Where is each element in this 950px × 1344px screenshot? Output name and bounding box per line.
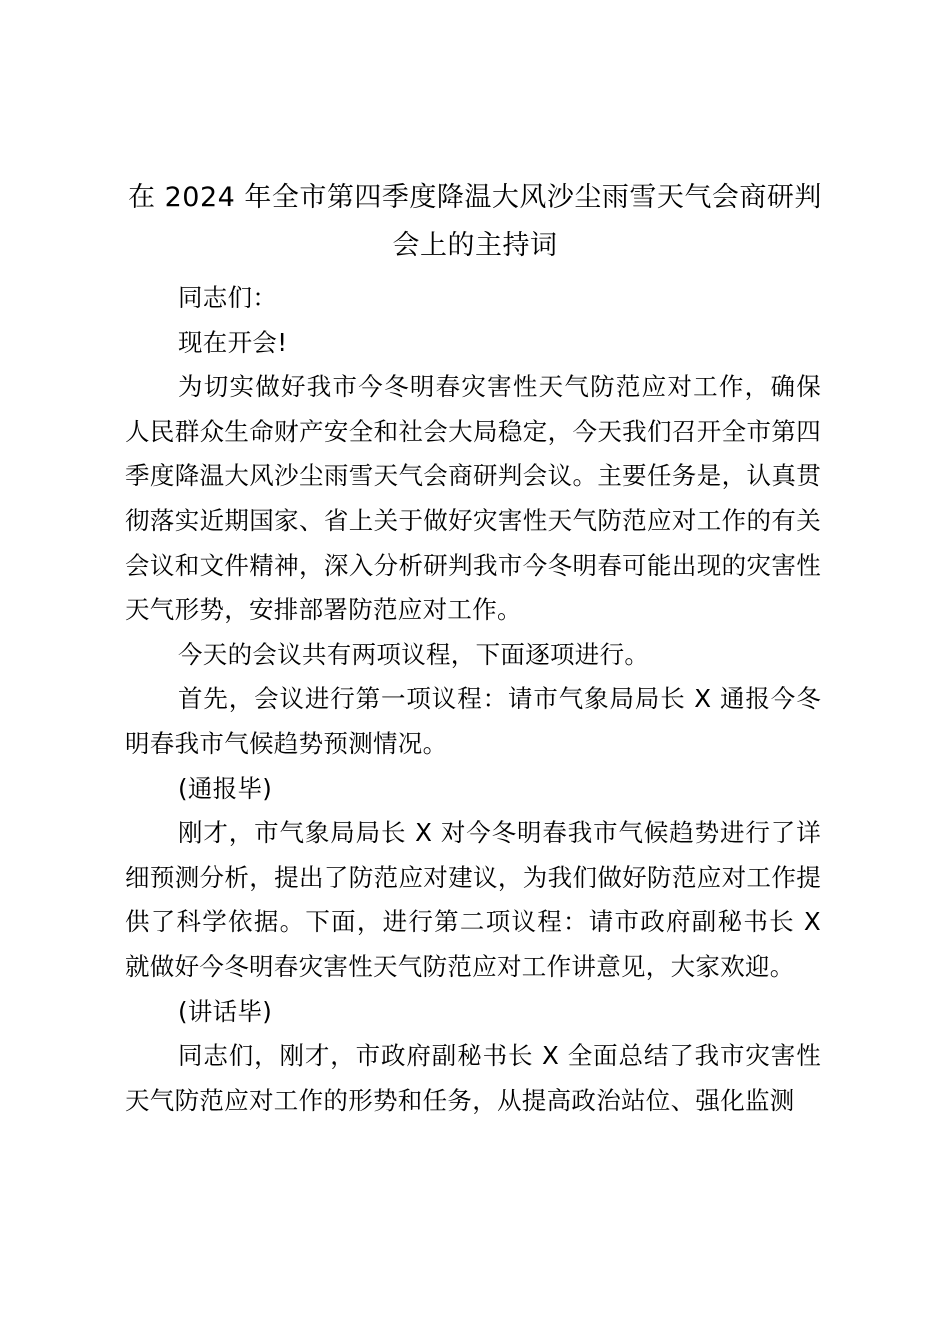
paragraph-item-two: 刚才，市气象局局长 X 对今冬明春我市气候趋势进行了详细预测分析，提出了防范应对建议，为我们做好防范应对工作提供了科学依据。下面，进行第二项议程：请市政府副秘书长 X 就做好今冬明春灾害性天气防范应对工作讲意见，大家欢迎。 bbox=[125, 818, 821, 981]
paragraph-report-end: (通报毕) bbox=[178, 773, 273, 803]
paragraph-speech-end: (讲话毕) bbox=[178, 996, 273, 1026]
paragraph-agenda: 今天的会议共有两项议程，下面逐项进行。 bbox=[178, 639, 650, 669]
paragraph-purpose: 为切实做好我市今冬明春灾害性天气防范应对工作，确保人民群众生命财产安全和社会大局稳定，今天我们召开全市第四季度降温大风沙尘雨雪天气会商研判会议。主要任务是，认真贯彻落实近期国家、省上关于做好灾害性天气防范应对工作的有关会议和文件精神，深入分析研判我市今冬明春可能出现的灾害性天气形势，安排部署防范应对工作。 bbox=[125, 372, 821, 625]
paragraph-item-one: 首先，会议进行第一项议程：请市气象局局长 X 通报今冬明春我市气候趋势预测情况。 bbox=[125, 684, 821, 758]
document-title: 在 2024 年全市第四季度降温大风沙尘雨雪天气会商研判会上的主持词 bbox=[128, 182, 822, 261]
paragraph-greeting: 同志们： bbox=[178, 283, 278, 312]
document-body bbox=[125, 276, 821, 1123]
paragraph-summary: 同志们，刚才，市政府副秘书长 X 全面总结了我市灾害性天气防范应对工作的形势和任务，从提高政治站位、强化监测 bbox=[125, 1041, 821, 1115]
paragraph-opening: 现在开会! bbox=[178, 327, 288, 357]
